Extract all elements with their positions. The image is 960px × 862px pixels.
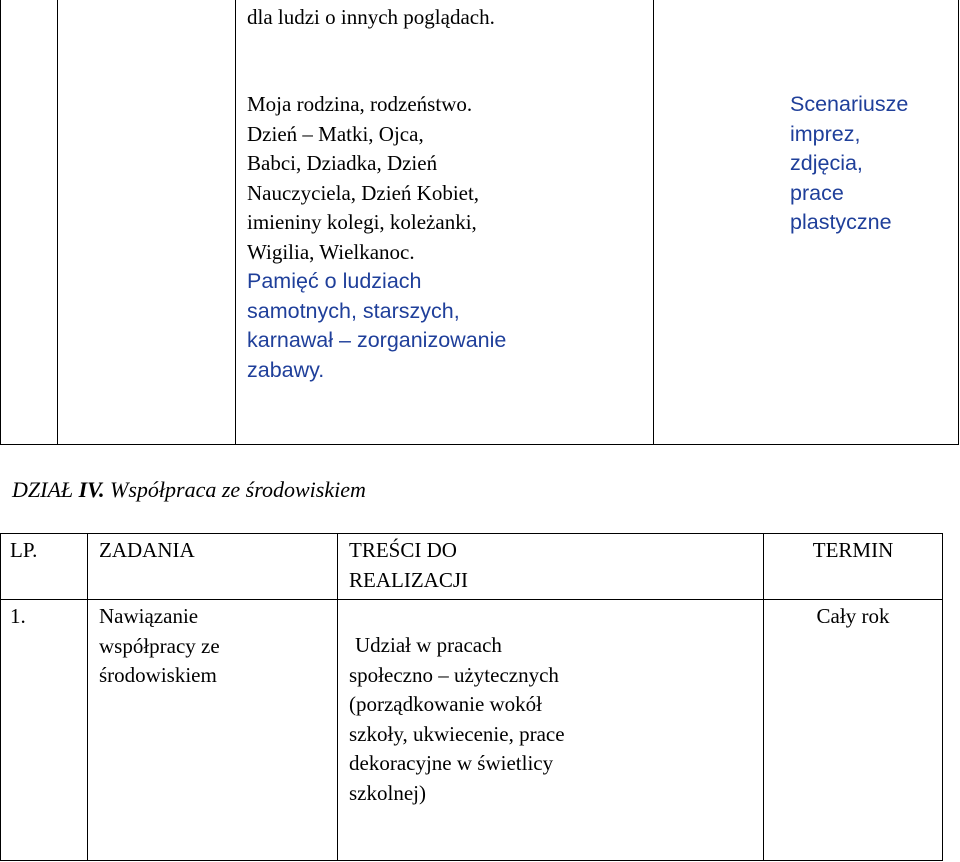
top-table-border-col2 xyxy=(235,0,236,445)
top-table-border-left xyxy=(0,0,1,445)
text-line: imprez, xyxy=(790,121,861,146)
top-table-border-bottom xyxy=(0,444,959,445)
section-heading xyxy=(12,477,366,503)
header-termin: TERMIN xyxy=(812,538,894,562)
bottom-table-border-bottom xyxy=(0,860,943,861)
bottom-table-border-right xyxy=(942,533,943,861)
text-line: samotnych, starszych, xyxy=(247,298,460,323)
text-line: szkolnej) xyxy=(349,780,426,805)
text-line: Udział w pracach xyxy=(355,633,502,657)
text-line: społeczno – użytecznych xyxy=(349,662,559,687)
top-table-border-col3 xyxy=(653,0,654,445)
text-line: Dzień – Matki, Ojca, xyxy=(247,121,424,146)
text-line: Nawiązanie xyxy=(99,604,199,628)
text-line: Babci, Dziadka, Dzień xyxy=(247,151,438,175)
text-line: Moja rodzina, rodzeństwo. xyxy=(247,92,473,116)
section-heading-prefix: DZIAŁ xyxy=(12,477,79,502)
top-table-border-col1 xyxy=(57,0,58,445)
header-lp: LP. xyxy=(10,538,38,562)
text-line: imieniny kolegi, koleżanki, xyxy=(247,210,477,234)
bottom-table-border-col3 xyxy=(763,533,764,861)
text-line: zabawy. xyxy=(247,357,325,382)
row1-termin: Cały rok xyxy=(816,604,890,628)
row1-lp: 1. xyxy=(10,604,26,628)
bottom-table-border-col1 xyxy=(87,533,88,861)
text-line: Pamięć o ludziach xyxy=(247,269,422,293)
bottom-table-border-left xyxy=(0,533,1,861)
text-line: zdjęcia, xyxy=(790,151,863,175)
row1-zadania xyxy=(99,602,220,691)
section-heading-roman: IV. xyxy=(78,477,105,502)
header-zadania: ZADANIA xyxy=(99,538,195,562)
text-line: prace xyxy=(790,180,844,205)
text-line: karnawał – zorganizowanie xyxy=(247,328,507,352)
header-tresci-line2: REALIZACJI xyxy=(349,567,468,592)
top-table-border-right xyxy=(958,0,959,445)
text-line: Scenariusze xyxy=(790,92,909,116)
top-table-col2-line1: dla ludzi o innych poglądach. xyxy=(247,5,495,29)
header-tresci-line1: TREŚCI DO xyxy=(349,538,457,562)
text-line: środowiskiem xyxy=(99,663,217,687)
text-line: (porządkowanie wokół xyxy=(349,692,543,716)
header-tresci xyxy=(349,536,468,595)
bottom-table-border-top xyxy=(0,533,943,534)
section-heading-title: Współpraca ze środowiskiem xyxy=(104,477,366,502)
text-line: dekoracyjne w świetlicy xyxy=(349,751,554,775)
top-table-col2-blue-text xyxy=(247,267,506,385)
bottom-table-border-col2 xyxy=(337,533,338,861)
bottom-table-border-header xyxy=(0,599,943,600)
text-line: współpracy ze xyxy=(99,633,220,658)
text-line: szkoły, ukwiecenie, prace xyxy=(349,721,565,746)
text-line: plastyczne xyxy=(790,210,892,234)
top-table-col2-black-text xyxy=(247,90,479,267)
text-line: Wigilia, Wielkanoc. xyxy=(247,239,415,264)
row1-tresci xyxy=(349,631,565,808)
text-line: Nauczyciela, Dzień Kobiet, xyxy=(247,180,480,205)
top-table-col3-text xyxy=(790,90,908,238)
